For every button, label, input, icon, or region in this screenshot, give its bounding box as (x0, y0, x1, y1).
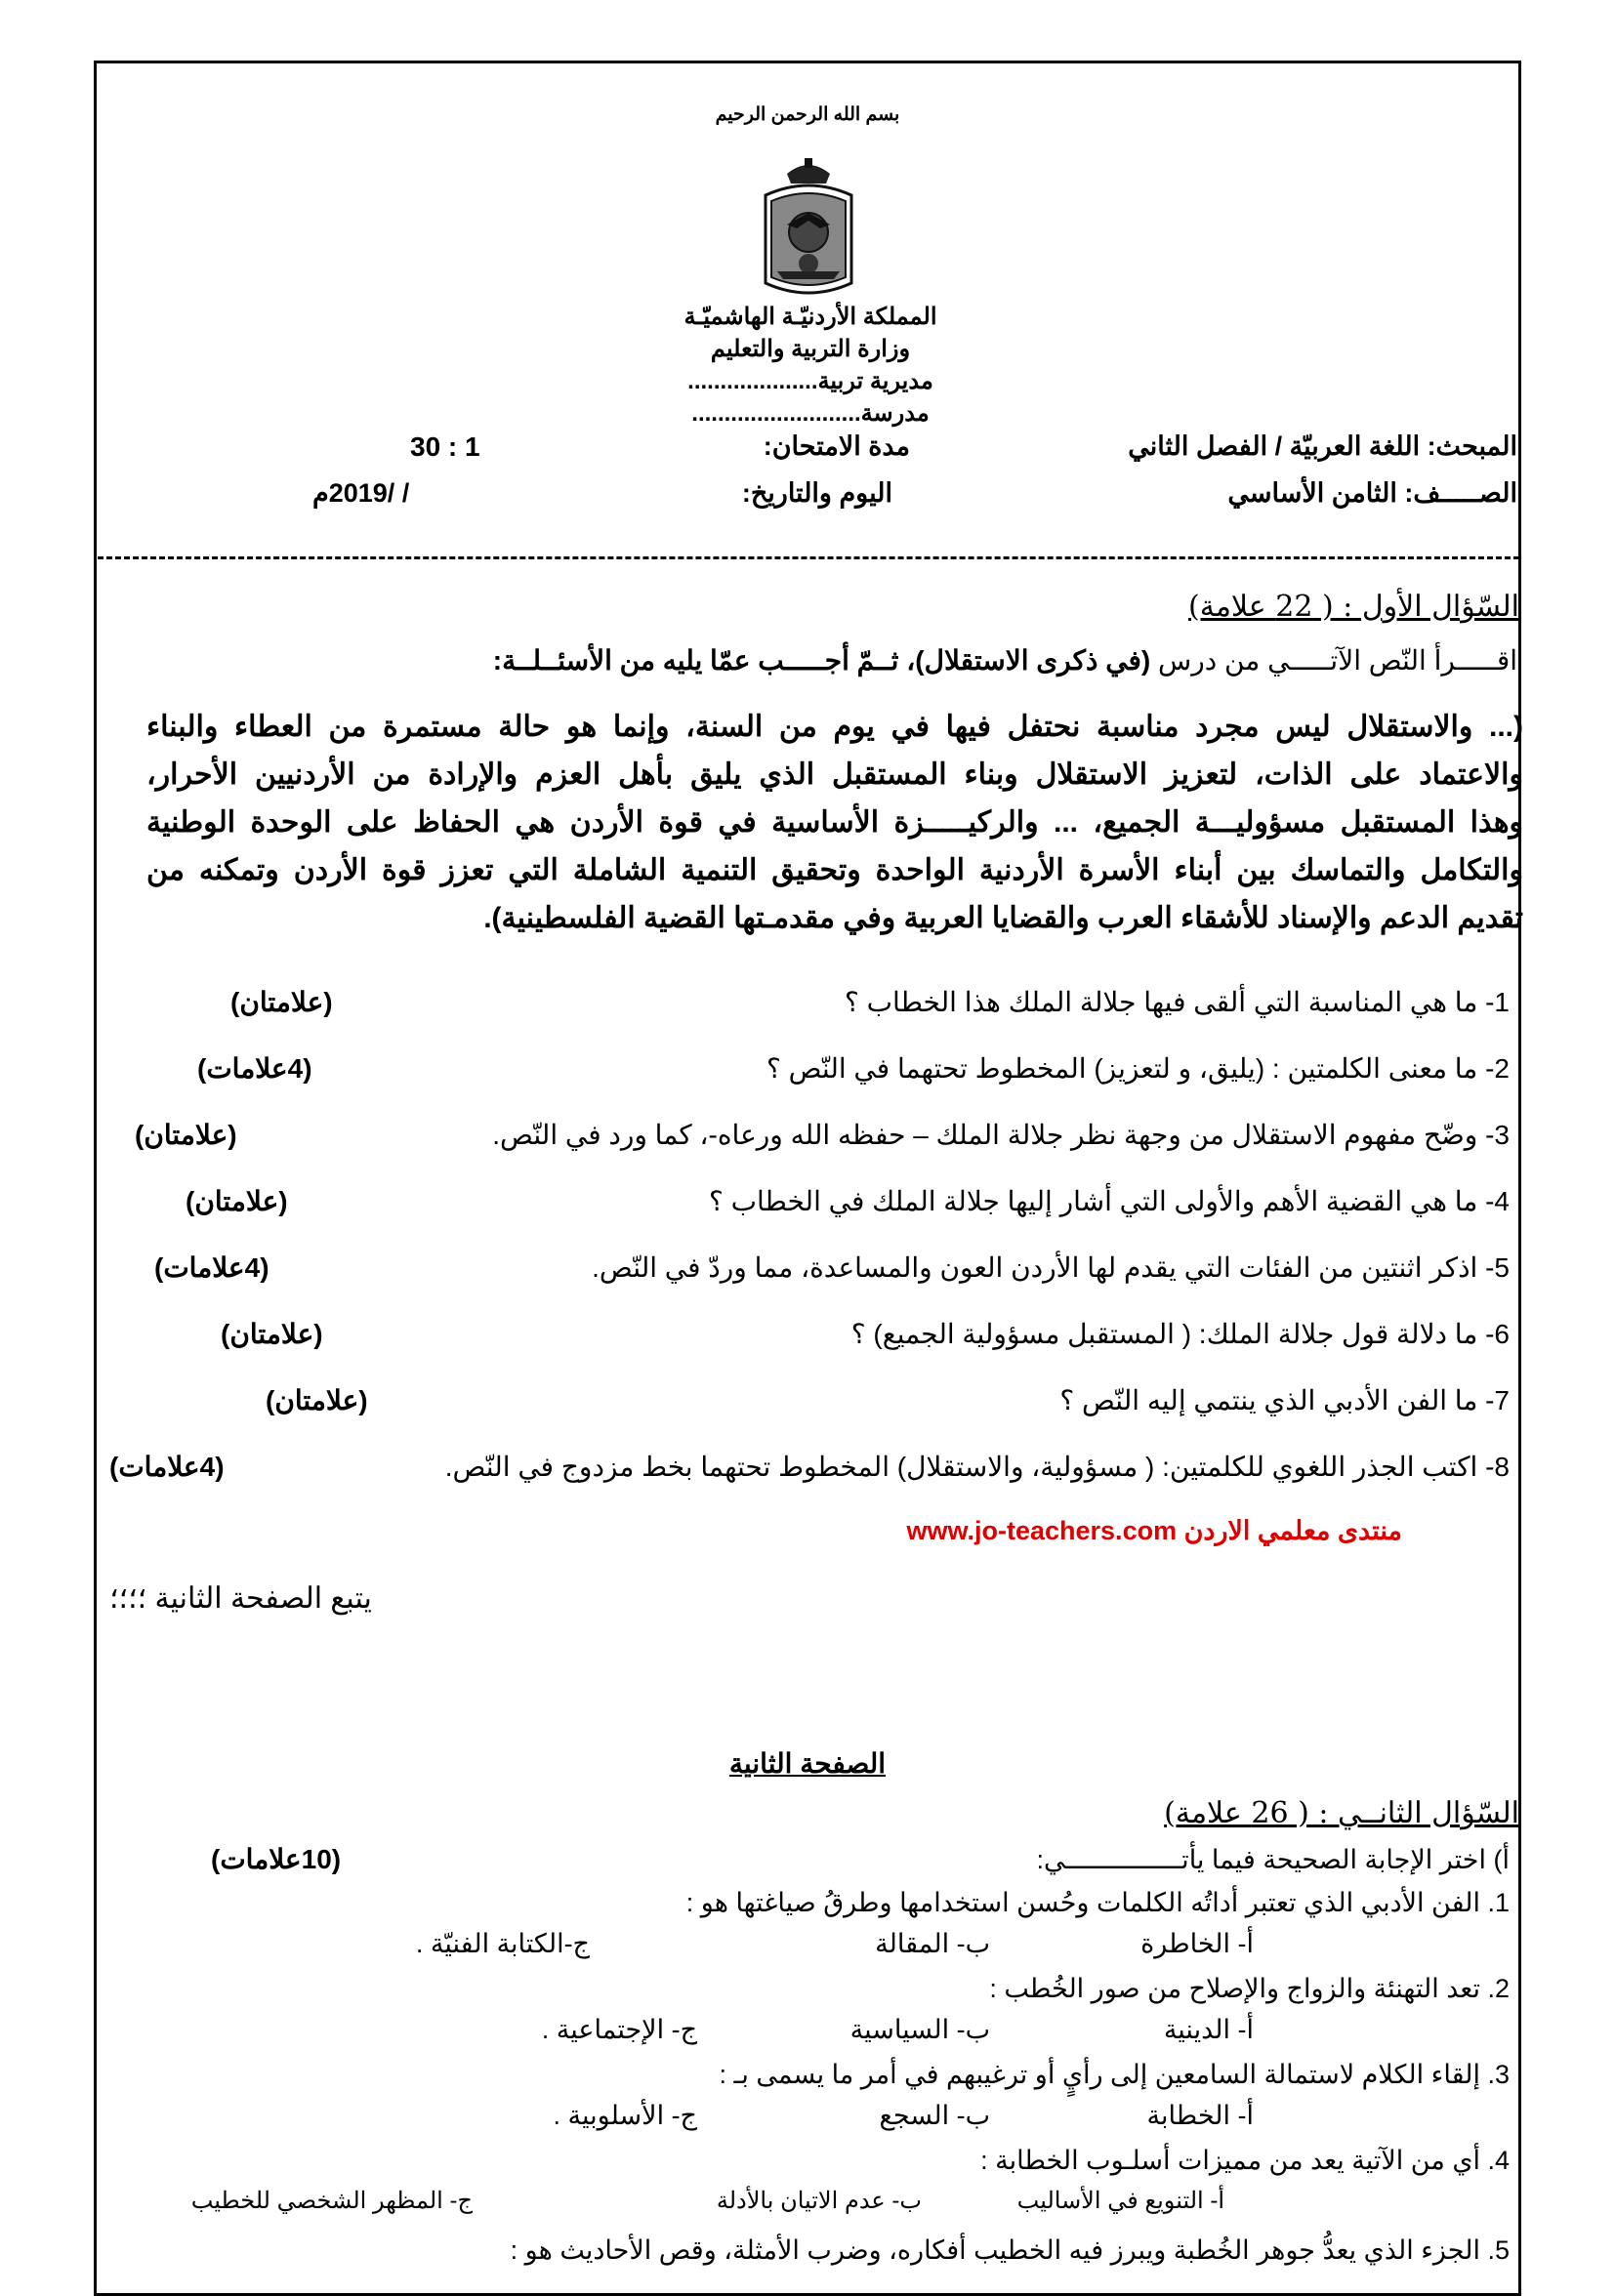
mcq-4-option-c[interactable]: ج- المظهر الشخصي للخطيب (190, 2188, 473, 2214)
mcq-2-option-c[interactable]: ج- الإجتماعية . (541, 2015, 697, 2044)
mcq-4-option-a[interactable]: أ- التنويع في الأساليب (1016, 2188, 1224, 2214)
mcq-3-option-b[interactable]: ب- السجع (879, 2101, 990, 2130)
q1-title: السّؤال الأول : ( 22 علامة) (1188, 590, 1519, 624)
question-2: 2- ما معنى الكلمتين : (يليق، و لتعزيز) المخطوط تحتهما في النّص ؟ (766, 1053, 1510, 1084)
basmala: بسم الله الرحمن الرحيم (715, 104, 900, 125)
mcq-1-stem: 1. الفن الأدبي الذي تعتبر أداتُه الكلمات وحُسن استخدامها وطرقُ صياغتها هو : (685, 1888, 1510, 1917)
mcq-2-option-b[interactable]: ب- السياسية (849, 2015, 990, 2044)
question-7: 7- ما الفن الأدبي الذي ينتمي إليه النّص ؟ (1059, 1385, 1510, 1415)
continue-note: يتبع الصفحة الثانية ؛؛؛؛ (109, 1582, 372, 1615)
q1-instruction (493, 644, 1517, 676)
question-4: 4- ما هي القضية الأهم والأولى التي أشار إليها جلالة الملك في الخطاب ؟ (708, 1186, 1510, 1216)
question-5: 5- اذكر اثنتين من الفئات التي يقدم لها الأردن العون والمساعدة، مما وردّ في النّص. (592, 1252, 1510, 1283)
exam-duration-value (410, 431, 518, 463)
mcq-2-option-a[interactable]: أ- الدينية (1163, 2015, 1254, 2044)
question-1-marks: (علامتان) (230, 987, 333, 1017)
question-3-marks: (علامتان) (135, 1120, 237, 1150)
ministry-name: وزارة التربية والتعليم (710, 336, 911, 362)
question-8-marks: (4علامات) (109, 1452, 225, 1482)
q1-instruction-b: (في ذكرى الاستقلال) (915, 645, 1151, 676)
mcq-4-stem: 4. أي من الآتية يعد من مميزات أسلـوب الخطابة : (980, 2146, 1510, 2175)
mcq-4-option-b[interactable]: ب- عدم الاتيان بالأدلة (716, 2188, 922, 2214)
passage-line: والتكامل والتماسك بين أبناء الأسرة الأردنية الواحدة وتحقيق التنمية الشاملة التي تعزز قوة الأردن وتمكنه من (146, 854, 1523, 886)
passage-line: وهذا المستقبل مسؤوليـــة الجميع، ... والركيـــــزة الأساسية في قوة الأردن هي الحفاظ على الوحدة الوطنية (146, 806, 1523, 839)
mcq-3-stem: 3. إلقاء الكلام لاستمالة السامعين إلى رأيٍ أو ترغيبهم في أمر ما يسمى بـ : (719, 2060, 1510, 2089)
date-value: / /2019م (312, 478, 410, 508)
reading-passage (146, 703, 1523, 942)
subject-line: المبحث: اللغة العربيّة / الفصل الثاني (1128, 431, 1517, 461)
mcq-2-stem: 2. تعد التهنئة والزواج والإصلاح من صور الخُطب : (989, 1974, 1510, 2003)
directorate-field: مديرية تربية.................... (687, 368, 933, 394)
question-3: 3- وضّح مفهوم الاستقلال من وجهة نظر جلالة الملك – حفظه الله ورعاه-، كما ورد في النّص. (492, 1120, 1510, 1150)
school-field: مدرسة.......................... (691, 400, 930, 427)
header-divider (98, 556, 1519, 559)
question-7-marks: (علامتان) (266, 1385, 368, 1415)
question-8: 8- اكتب الجذر اللغوي للكلمتين: ( مسؤولية، والاستقلال) المخطوط تحتهما بخط مزدوج في النّص. (444, 1452, 1510, 1482)
mcq-3-option-c[interactable]: ج- الأسلوبية . (553, 2101, 697, 2130)
mcq-1-option-b[interactable]: ب- المقالة (875, 1929, 990, 1958)
question-6: 6- ما دلالة قول جلالة الملك: ( المستقبل مسؤولية الجميع) ؟ (850, 1319, 1510, 1349)
mcq-5-stem: 5. الجزء الذي يعدُّ جوهر الخُطبة ويبرز فيه الخطيب أفكاره، وضرب الأمثلة، وقص الأحاديث هو : (510, 2235, 1510, 2265)
q2-part-a: أ) اختر الإجابة الصحيحة فيما يأتـــــــــــــــي: (1036, 1845, 1510, 1874)
question-5-marks: (4علامات) (154, 1252, 269, 1283)
question-1: 1- ما هي المناسبة التي ألقى فيها جلالة الملك هذا الخطاب ؟ (845, 987, 1510, 1017)
q1-instruction-a: اقـــــرأ النّص الآتـــــي من درس (1158, 645, 1517, 676)
passage-line: (... والاستقلال ليس مجرد مناسبة نحتفل فيها في يوم من السنة، وإنما هو حالة مستمرة من العطاء والبناء (146, 711, 1523, 743)
mcq-1-option-c[interactable]: ج-الكتابة الفنيّة . (415, 1929, 590, 1958)
exam-duration-text: 30 : 1 (410, 431, 480, 462)
date-label: اليوم والتاريخ: (741, 478, 892, 508)
question-6-marks: (علامتان) (221, 1319, 323, 1349)
question-2-marks: (4علامات) (197, 1053, 312, 1084)
grade-line: الصـــــف: الثامن الأساسي (1227, 478, 1517, 508)
mcq-3-option-a[interactable]: أ- الخطابة (1146, 2101, 1254, 2130)
question-4-marks: (علامتان) (186, 1186, 288, 1216)
q2-title: السّؤال الثانــي : ( 26 علامة) (1164, 1796, 1519, 1830)
passage-line: تقديم الدعم والإسناد للأشقاء العرب والقضايا العربية وفي مقدمـتها القضية الفلسطينية). (483, 902, 1523, 934)
forum-link[interactable]: منتدى معلمي الاردن www.jo-teachers.com (906, 1516, 1402, 1545)
page2-heading: الصفحة الثانية (728, 1748, 887, 1779)
mcq-1-option-a[interactable]: أ- الخاطرة (1140, 1929, 1254, 1958)
passage-line: والاعتماد على الذات، لتعزيز الاستقلال وبناء المستقبل الذي يليق بأهل العزم والإرادة من الأردنيين الأحرار، (146, 758, 1523, 791)
exam-duration-label: مدة الامتحان: (763, 431, 910, 461)
page-border (94, 61, 1521, 2296)
q2-part-a-marks: (10علامات) (211, 1844, 342, 1874)
jordan-coat-of-arms-icon (758, 156, 859, 303)
q1-instruction-c: ، ثــمّ أجـــــب عمّا يليه من الأسئــلــة: (492, 645, 916, 676)
kingdom-name: المملكة الأردنيّـة الهاشميّـة (683, 304, 937, 330)
